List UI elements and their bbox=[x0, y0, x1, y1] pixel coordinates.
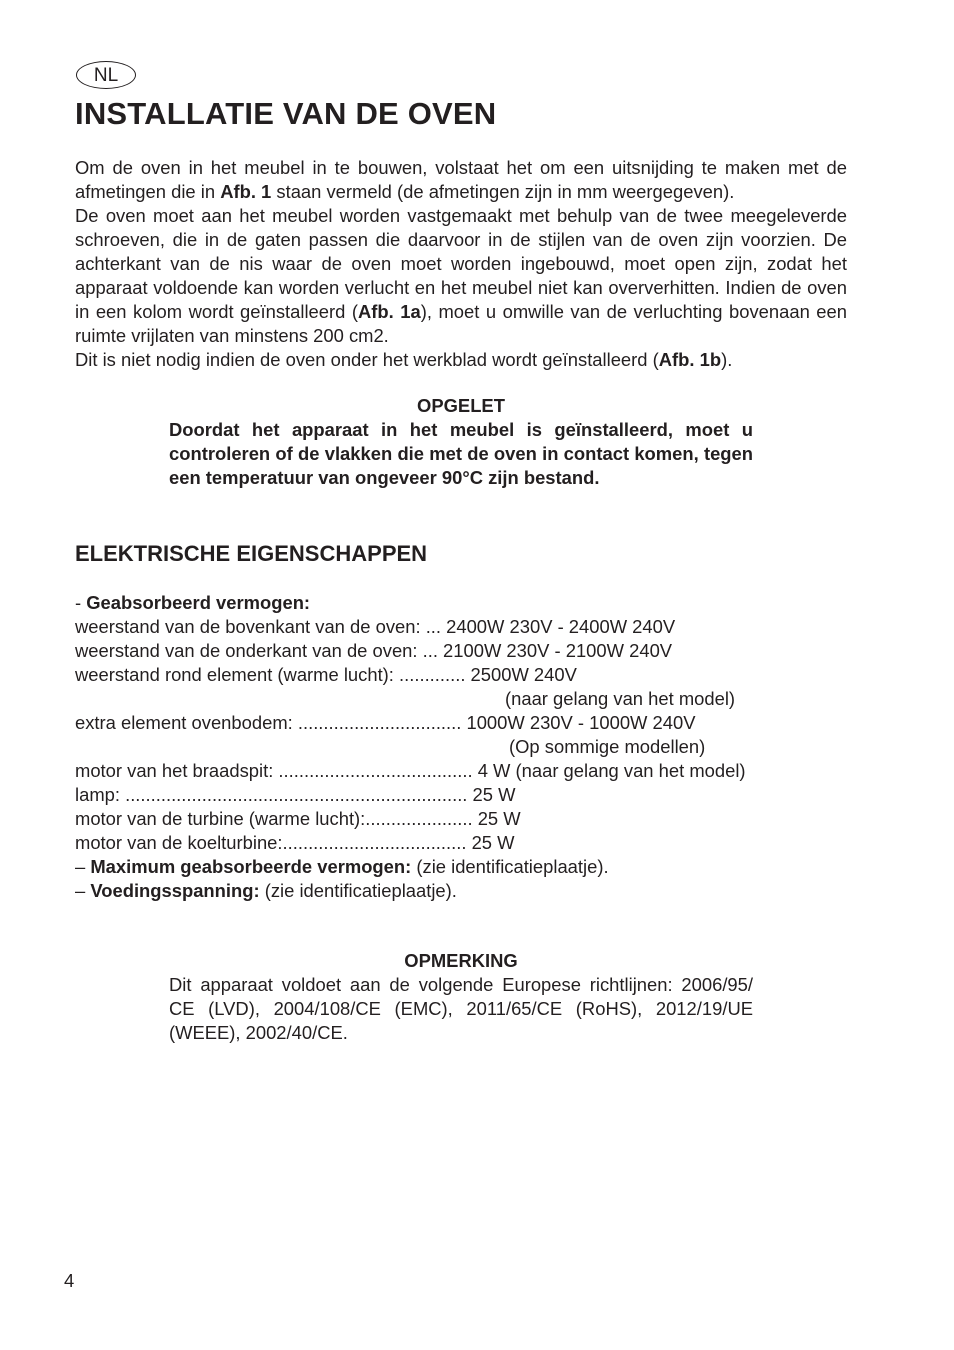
intro-section bbox=[75, 156, 847, 372]
figure-reference: Afb. 1b bbox=[658, 349, 722, 370]
page-title: INSTALLATIE VAN DE OVEN bbox=[75, 96, 497, 131]
electrical-specs bbox=[75, 591, 835, 903]
warning-box bbox=[169, 394, 753, 490]
page-number: 4 bbox=[64, 1270, 75, 1291]
spec-line: extra element ovenbodem: ................................ 1000W 230V - 1000W 240V bbox=[75, 712, 696, 733]
supply-voltage-line: – Voedingsspanning: (zie identificatieplaatje). bbox=[75, 880, 457, 901]
note-body: Dit apparaat voldoet aan de volgende Europese richtlijnen: 2006/95/ CE (LVD), 2004/108/CE (EMC), 2011/65/CE (RoHS), 2012/19/UE (WEEE), 2002/40/CE. bbox=[169, 974, 753, 1043]
note-title: OPMERKING bbox=[404, 950, 518, 971]
intro-paragraph-3: Dit is niet nodig indien de oven onder het werkblad wordt geïnstalleerd (Afb. 1b). bbox=[75, 349, 733, 370]
language-badge bbox=[76, 61, 136, 89]
spec-line: motor van het braadspit: ...................................... 4 W (naar gelang van het model) bbox=[75, 760, 746, 781]
spec-line: lamp: ................................................................... 25 W bbox=[75, 784, 516, 805]
electrical-section-title: ELEKTRISCHE EIGENSCHAPPEN bbox=[75, 541, 428, 566]
warning-title: OPGELET bbox=[417, 395, 505, 416]
warning-body: Doordat het apparaat in het meubel is geïnstalleerd, moet u controleren of de vlakken die met de oven in contact komen, tegen een temperatuur van ongeveer 90°C zijn bestand. bbox=[169, 419, 753, 488]
absorbed-power-heading: - Geabsorbeerd vermogen: bbox=[75, 592, 311, 613]
intro-paragraph-2: De oven moet aan het meubel worden vastgemaakt met behulp van de twee meegeleverde schroeven, die in de gaten passen die daarvoor in de stijlen van de oven zijn voorzien. De achterkant van de nis waar de oven moet worden ingebouwd, moet open zijn, zodat het apparaat voldoende kan worden verlucht en het meubel niet kan oververhitten. Indien de oven in een kolom wordt geïnstalleerd (Afb. 1a), moet u omwille van de verluchting bovenaan een ruimte vrijlaten van minstens 200 cm2. bbox=[75, 205, 847, 346]
spec-line: motor van de koelturbine:.................................... 25 W bbox=[75, 832, 515, 853]
language-badge-label: NL bbox=[93, 64, 119, 86]
spec-line: motor van de turbine (warme lucht):..................... 25 W bbox=[75, 808, 521, 829]
spec-line-note: (Op sommige modellen) bbox=[509, 736, 706, 757]
note-box bbox=[169, 949, 753, 1045]
spec-line: weerstand van de bovenkant van de oven: ... 2400W 230V - 2400W 240V bbox=[75, 616, 676, 637]
spec-line: weerstand van de onderkant van de oven: ... 2100W 230V - 2100W 240V bbox=[75, 640, 673, 661]
intro-paragraph-1: Om de oven in het meubel in te bouwen, volstaat het om een uitsnijding te maken met de afmetingen die in Afb. 1 staan vermeld (de afmetingen zijn in mm weergegeven). bbox=[75, 157, 847, 202]
max-power-line: – Maximum geabsorbeerde vermogen: (zie identificatieplaatje). bbox=[75, 856, 609, 877]
spec-line: weerstand rond element (warme lucht): ............. 2500W 240V bbox=[75, 664, 577, 685]
figure-reference: Afb. 1 bbox=[220, 181, 272, 202]
figure-reference: Afb. 1a bbox=[358, 301, 421, 322]
spec-line-note: (naar gelang van het model) bbox=[505, 688, 736, 709]
